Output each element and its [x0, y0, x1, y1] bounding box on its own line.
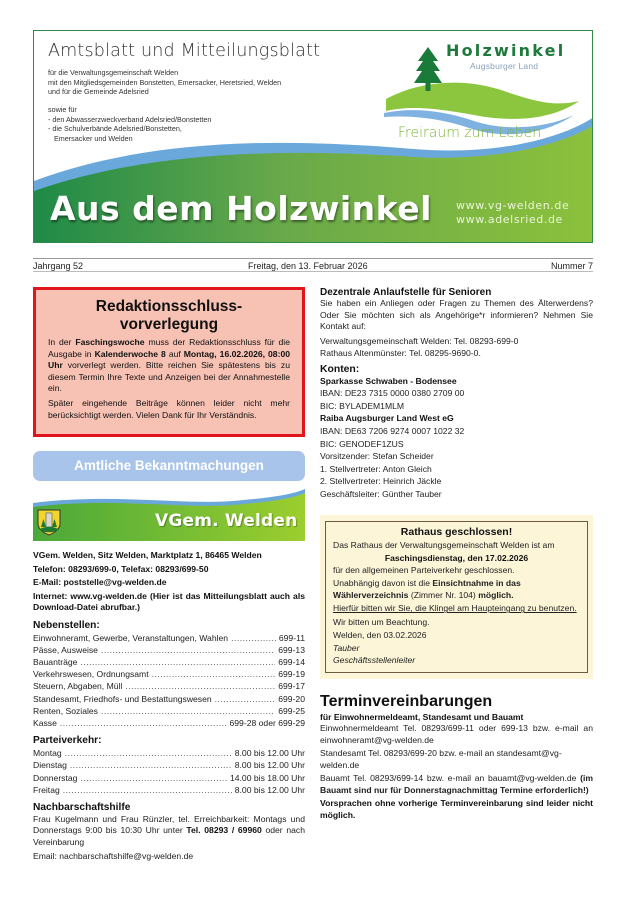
extension-label: Kasse [33, 717, 57, 728]
leader-dots [152, 668, 276, 680]
brand-tagline: Freiraum zum Leben [398, 125, 542, 141]
right-column [320, 287, 593, 821]
seniors-text: Sie haben ein Anliegen oder Fragen zu Themen des Älterwerdens? Oder Sie möchten sich als Angehörige*r informieren? Nehmen Sie Kontakt auf: [320, 298, 593, 331]
leader-dots [80, 772, 227, 784]
extension-number: 699-28 oder 699-29 [229, 717, 305, 728]
closure-text: für den allgemeinen Parteiverkehr geschlossen. [333, 565, 515, 576]
also-for-line: sowie für [48, 105, 77, 114]
deadline-notice-text [48, 337, 290, 395]
hours: 8.00 bis 12.00 Uhr [234, 760, 305, 771]
accounts-heading: Konten: [320, 363, 360, 375]
issue-date: Freitag, den 13. Februar 2026 [248, 261, 368, 271]
subtitle-line: mit den Mitgliedsgemeinden Bonstetten, Emersacker, Heretsried, Welden [48, 77, 282, 87]
appointments-subheading: für Einwohnermeldeamt, Standesamt und Bauamt [320, 712, 524, 723]
extension-number: 699-11 [278, 632, 305, 643]
leader-dots [65, 747, 232, 759]
appointments-registry-office: Standesamt Tel. 08293/699-20 bzw. e-mail an standesamt@vg-welden.de [320, 748, 562, 770]
website-links [456, 199, 569, 227]
list-item [33, 680, 305, 692]
title-line: vorverlegung [119, 316, 219, 333]
extension-label: Einwohneramt, Gewerbe, Veranstaltungen, Wahlen [33, 632, 229, 643]
leader-dots [231, 632, 276, 644]
main-title: Aus dem Holzwinkel [50, 189, 432, 228]
closure-date: Faschingsdienstag, den 17.02.2026 [384, 553, 529, 564]
deadline-notice-box [33, 287, 305, 437]
official: 2. Stellvertreter: Heinrich Jäckle [320, 476, 442, 487]
extension-number: 699-25 [278, 705, 305, 716]
weekday: Dienstag [33, 760, 67, 771]
contact-internet[interactable]: Internet: www.vg-welden.de (Hier ist das Mitteilungsblatt auch als Download-Datei abrufbar.) [33, 590, 305, 612]
office-hours-list [33, 747, 305, 796]
extension-number: 699-17 [278, 681, 305, 692]
contact-email[interactable]: E-Mail: poststelle@vg-welden.de [33, 577, 167, 587]
office-hours-heading: Parteiverkehr: [33, 735, 102, 747]
leader-dots [70, 759, 232, 771]
bank-bic: BIC: GENODEF1ZUS [320, 438, 404, 449]
leader-dots [101, 644, 275, 656]
neighborhood-help-text [33, 814, 305, 849]
voter-register-note [333, 578, 580, 601]
text: oder nach Vereinbarung [33, 825, 305, 847]
signature-title: Geschäftsstellenleiter [333, 654, 416, 665]
extension-label: Standesamt, Friedhofs- und Bestattungswesen [33, 693, 212, 704]
text: vorverlegt werden. Bitte reichen Sie spätestens bis zu diesem Termin Ihre Texte und Anzeigen bei der Annahmestelle ein. [48, 360, 290, 394]
leader-dots [125, 680, 275, 692]
list-item [33, 759, 305, 771]
list-item [33, 705, 305, 717]
text: Bauamt Tel. 08293/699-14 bzw. e-mail an bauamt@vg-welden.de [320, 773, 581, 784]
extension-number: 699-13 [278, 644, 305, 655]
list-item [33, 644, 305, 656]
hours: 8.00 bis 12.00 Uhr [234, 748, 305, 759]
official: Geschäftsleiter: Günther Tauber [320, 489, 442, 500]
list-item [33, 632, 305, 644]
list-item [33, 656, 305, 668]
weekday: Freitag [33, 784, 60, 795]
brand-region: Augsburger Land [470, 61, 539, 71]
extension-number: 699-20 [278, 693, 305, 704]
closure-notice-box [325, 521, 588, 674]
extensions-heading: Nebenstellen: [33, 619, 100, 631]
bank-iban: IBAN: DE23 7315 0000 0380 2709 00 [320, 388, 465, 399]
bell-note: Hierfür bitten wir Sie, die Klingel am Haupteingang zu benutzen. [333, 603, 577, 614]
signature-name: Tauber [333, 643, 360, 654]
bank-name: Raiba Augsburger Land West eG [320, 413, 454, 424]
issue-number: Nummer 7 [550, 261, 593, 271]
issue-volume: Jahrgang 52 [33, 261, 84, 271]
attention-note: Wir bitten um Beachtung. [333, 616, 430, 627]
bank-bic: BIC: BYLADEM1MLM [320, 400, 405, 411]
leader-dots [60, 717, 227, 729]
extension-number: 699-19 [278, 669, 305, 680]
appointments-note: Vorsprachen ohne vorherige Terminvereinbarung sind leider nicht möglich. [320, 798, 593, 820]
website-link-vg-welden[interactable]: www.vg-welden.de [456, 199, 570, 212]
text: (Zimmer Nr. 104) [408, 589, 479, 600]
bank-name: Sparkasse Schwaben - Bodensee [320, 375, 457, 386]
contact-phone: Telefon: 08293/699-0, Telefax: 08293/699-50 [33, 563, 209, 574]
official: Vorsitzender: Stefan Scheider [320, 451, 434, 462]
text: muss der Redaktionsschluss für die Ausgabe in [48, 337, 290, 359]
subtitle-line: für die Verwaltungsgemeinschaft Welden [48, 68, 179, 77]
masthead [33, 30, 593, 243]
extension-label: Renten, Soziales [33, 705, 98, 716]
contact-block [33, 550, 305, 614]
leader-dots [63, 784, 232, 796]
leader-dots [80, 656, 275, 668]
list-item [33, 747, 305, 759]
extension-label: Steuern, Abgaben, Müll [33, 681, 123, 692]
hours: 8.00 bis 12.00 Uhr [234, 784, 305, 795]
neighborhood-help-heading: Nachbarschaftshilfe [33, 801, 131, 813]
publication-subtitle [48, 68, 378, 97]
brand-name: Holzwinkel [446, 41, 566, 60]
weekday: Donnerstag [33, 772, 78, 783]
place-date: Welden, den 03.02.2026 [333, 630, 427, 641]
closure-notice-wrapper [320, 515, 593, 680]
text: auf [165, 348, 184, 359]
neighborhood-help-email[interactable]: Email: nachbarschaftshilfe@vg-welden.de [33, 851, 194, 862]
emphasis: Faschingswoche [75, 337, 145, 347]
also-for-line: - die Schulverbände Adelsried/Bonstetten, [48, 124, 182, 134]
list-item [33, 784, 305, 796]
website-link-adelsried[interactable]: www.adelsried.de [456, 213, 563, 226]
crest-heretsried-icon [37, 509, 61, 536]
appointments-resident-office: Einwohnermeldeamt Tel. 08293/699-11 oder 699-13 bzw. e-mail an einwohneramt@vg-welden.de [320, 723, 593, 745]
extension-label: Bauanträge [33, 656, 78, 667]
text: Frau Kugelmann und Frau Rünzler, tel. Erreichbarkeit: Montags und Donnerstags 9:00 bis 10:30 Uhr unter [33, 813, 305, 836]
deadline-notice-note: Später eingehende Beiträge können leider nicht mehr berücksichtigt werden. Vielen Dank für Ihr Verständnis. [48, 397, 290, 420]
emphasis: Kalenderwoche 8 [94, 348, 166, 359]
seniors-contact: Rathaus Altenmünster: Tel. 08295-9690-0. [320, 348, 481, 359]
list-item [33, 772, 305, 784]
weekday: Montag [33, 748, 62, 759]
emphasis: Einsichtnahme in das Wählerverzeichnis [333, 578, 521, 600]
publication-title: Amtsblatt und Mitteilungsblatt [48, 41, 321, 61]
subtitle-line: und für die Gemeinde Adelsried [48, 87, 149, 97]
hours: 14.00 bis 18.00 Uhr [229, 772, 305, 783]
closure-intro: Das Rathaus der Verwaltungsgemeinschaft Welden ist am [333, 539, 555, 550]
extension-label: Pässe, Ausweise [33, 644, 98, 655]
list-item [33, 693, 305, 705]
text: Unabhängig davon ist die [333, 578, 433, 589]
closure-notice-title: Rathaus geschlossen! [400, 525, 513, 538]
emphasis: Montag, 16.02.2026, 08:00 Uhr [48, 348, 291, 371]
leader-dots [215, 693, 276, 705]
list-item [33, 668, 305, 680]
title-line: Redaktionsschluss- [95, 298, 243, 315]
left-column [33, 287, 305, 863]
text: In der [48, 337, 76, 347]
appointments-heading: Terminvereinbarungen [320, 693, 493, 711]
seniors-heading: Dezentrale Anlaufstelle für Senioren [320, 287, 492, 298]
issue-info-bar [33, 258, 593, 272]
appointments-building-office [320, 773, 593, 796]
also-for-line: Emersacker und Welden [54, 133, 133, 143]
phone-number: Tel. 08293 / 69960 [186, 825, 262, 836]
also-for-line: - den Abwasserzweckverband Adelsried/Bonstetten [48, 114, 212, 124]
deadline-notice-title [48, 298, 290, 334]
leader-dots [101, 705, 275, 717]
contact-address: VGem. Welden, Sitz Welden, Marktplatz 1, 86465 Welden [33, 550, 262, 560]
extension-number: 699-14 [278, 656, 305, 667]
section-banner-official-notices: Amtliche Bekanntmachungen [33, 451, 305, 481]
emphasis: möglich. [478, 589, 514, 600]
emphasis: (im Bauamt sind nur für Donnerstagnachmittag Termine erforderlich!) [320, 773, 593, 795]
official: 1. Stellvertreter: Anton Gleich [320, 463, 432, 474]
extension-label: Verkehrswesen, Ordnungsamt [33, 669, 149, 680]
list-item [33, 717, 305, 729]
publication-also-for [48, 105, 378, 143]
vgem-title: VGem. Welden [155, 511, 298, 531]
bank-iban: IBAN: DE63 7206 9274 0007 1022 32 [320, 426, 465, 437]
extensions-list [33, 632, 305, 730]
seniors-contact: Verwaltungsgemeinschaft Welden: Tel. 08293-699-0 [320, 335, 519, 346]
vgem-welden-banner [33, 489, 305, 541]
